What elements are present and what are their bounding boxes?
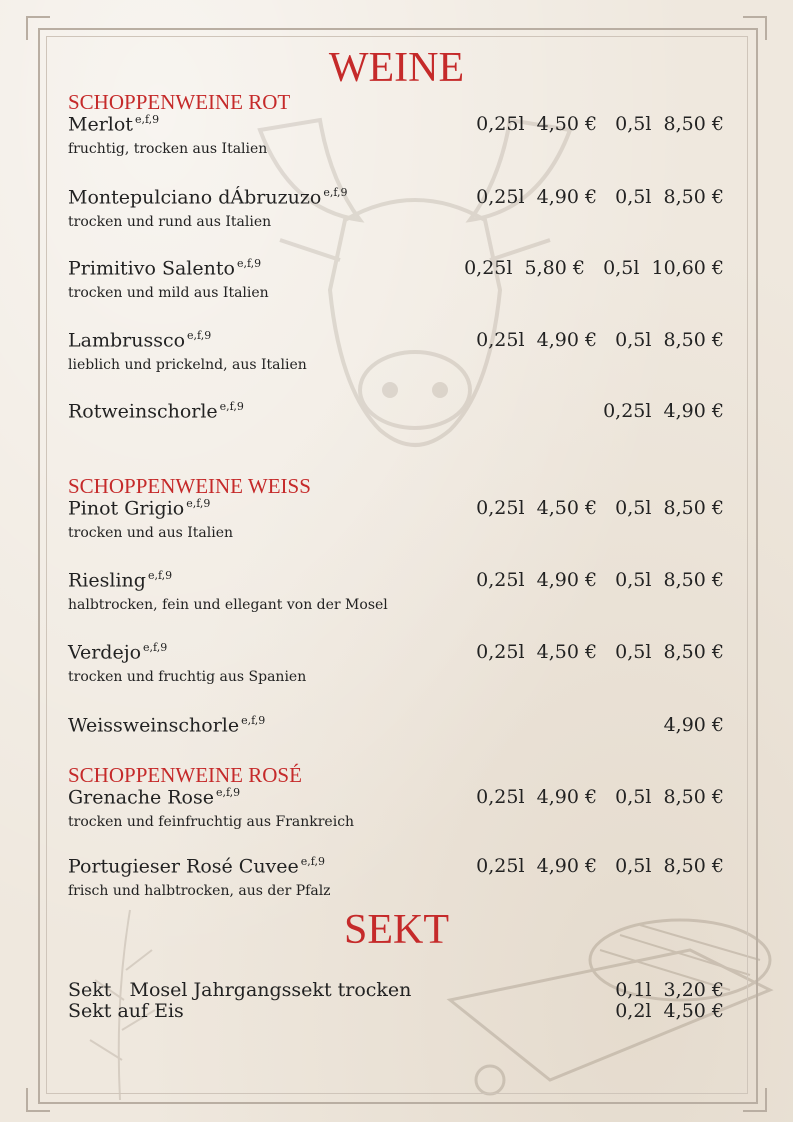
item-name: Pinot Grigio xyxy=(68,497,185,520)
sekt-item xyxy=(68,1001,724,1022)
menu-item xyxy=(68,400,724,422)
allergen-codes: e,f,9 xyxy=(219,400,244,413)
allergen-codes: e,f,9 xyxy=(187,329,212,342)
menu-item xyxy=(68,329,724,373)
allergen-codes: e,f,9 xyxy=(147,569,173,582)
menu-item xyxy=(68,257,724,301)
section-heading-rose: SCHOPPENWEINE ROSÉ xyxy=(68,763,302,787)
menu-item xyxy=(68,786,724,830)
allergen-codes: e,f,9 xyxy=(236,257,262,270)
item-price: 0,25l 4,50 € 0,5l 8,50 € xyxy=(476,113,724,136)
section-heading-rot: SCHOPPENWEINE ROT xyxy=(68,90,291,114)
item-name: Weissweinschorle xyxy=(68,714,240,737)
allergen-codes: e,f,9 xyxy=(241,714,266,727)
item-price: 4,90 € xyxy=(663,714,724,737)
allergen-codes: e,f,9 xyxy=(323,186,348,199)
item-name-wrap xyxy=(68,113,159,135)
item-name: Grenache Rose xyxy=(68,786,214,809)
item-name-wrap xyxy=(68,329,211,351)
sekt-item-name: Sekt auf Eis xyxy=(68,1000,184,1022)
menu-item xyxy=(68,186,724,230)
item-description: halbtrocken, fein und ellegant von der Mosel xyxy=(68,597,388,614)
item-name-wrap xyxy=(68,186,348,208)
item-price: 0,25l 4,90 € 0,5l 8,50 € xyxy=(476,186,724,209)
item-name-wrap xyxy=(68,855,325,877)
item-description: trocken und fruchtig aus Spanien xyxy=(68,669,307,686)
item-description: frisch und halbtrocken, aus der Pfalz xyxy=(68,883,331,900)
menu-item xyxy=(68,497,724,541)
item-price: 0,25l 4,90 € 0,5l 8,50 € xyxy=(476,569,724,592)
item-price: 0,25l 4,90 € 0,5l 8,50 € xyxy=(476,329,724,352)
item-price: 0,25l 4,50 € 0,5l 8,50 € xyxy=(476,497,724,520)
item-name-wrap xyxy=(68,569,172,591)
item-price: 0,25l 4,90 € xyxy=(603,400,724,423)
item-name: Rotweinschorle xyxy=(68,400,218,423)
sekt-item xyxy=(68,980,724,1001)
item-price: 0,25l 5,80 € 0,5l 10,60 € xyxy=(464,257,724,280)
section-heading-weiss: SCHOPPENWEINE WEISS xyxy=(68,474,311,498)
item-name: Riesling xyxy=(68,569,146,592)
menu-item xyxy=(68,714,724,736)
item-name: Verdejo xyxy=(68,641,142,664)
sekt-item-price: 0,1l 3,20 € xyxy=(615,979,724,1001)
item-price: 0,25l 4,90 € 0,5l 8,50 € xyxy=(476,855,724,878)
item-description: trocken und rund aus Italien xyxy=(68,214,272,231)
sekt-item-name: Sekt Mosel Jahrgangssekt trocken xyxy=(68,979,412,1001)
allergen-codes: e,f,9 xyxy=(186,497,211,510)
item-price: 0,25l 4,50 € 0,5l 8,50 € xyxy=(476,641,724,664)
item-name: Lambrussco xyxy=(68,329,186,352)
menu-item xyxy=(68,641,724,685)
sekt-title: SEKT xyxy=(344,907,449,953)
item-name: Primitivo Salento xyxy=(68,257,235,280)
allergen-codes: e,f,9 xyxy=(143,641,168,654)
item-price: 0,25l 4,90 € 0,5l 8,50 € xyxy=(476,786,724,809)
item-description: trocken und mild aus Italien xyxy=(68,285,269,302)
page-title: WEINE xyxy=(328,45,465,91)
sekt-item-price: 0,2l 4,50 € xyxy=(615,1000,724,1022)
allergen-codes: e,f,9 xyxy=(215,786,241,799)
item-name: Merlot xyxy=(68,113,133,136)
item-name: Portugieser Rosé Cuvee xyxy=(68,855,299,878)
item-description: trocken und aus Italien xyxy=(68,525,234,542)
item-name-wrap xyxy=(68,257,261,279)
item-name-wrap xyxy=(68,714,265,736)
item-name-wrap xyxy=(68,497,210,519)
item-description: fruchtig, trocken aus Italien xyxy=(68,141,268,158)
allergen-codes: e,f,9 xyxy=(134,113,160,126)
item-description: lieblich und prickelnd, aus Italien xyxy=(68,357,307,374)
item-name: Montepulciano dÁbruzuzo xyxy=(68,186,322,209)
menu-item xyxy=(68,113,724,157)
allergen-codes: e,f,9 xyxy=(300,855,325,868)
item-name-wrap xyxy=(68,641,167,663)
item-description: trocken und feinfruchtig aus Frankreich xyxy=(68,814,355,831)
menu-item xyxy=(68,855,724,899)
menu-item xyxy=(68,569,724,613)
item-name-wrap xyxy=(68,786,240,808)
item-name-wrap xyxy=(68,400,244,422)
